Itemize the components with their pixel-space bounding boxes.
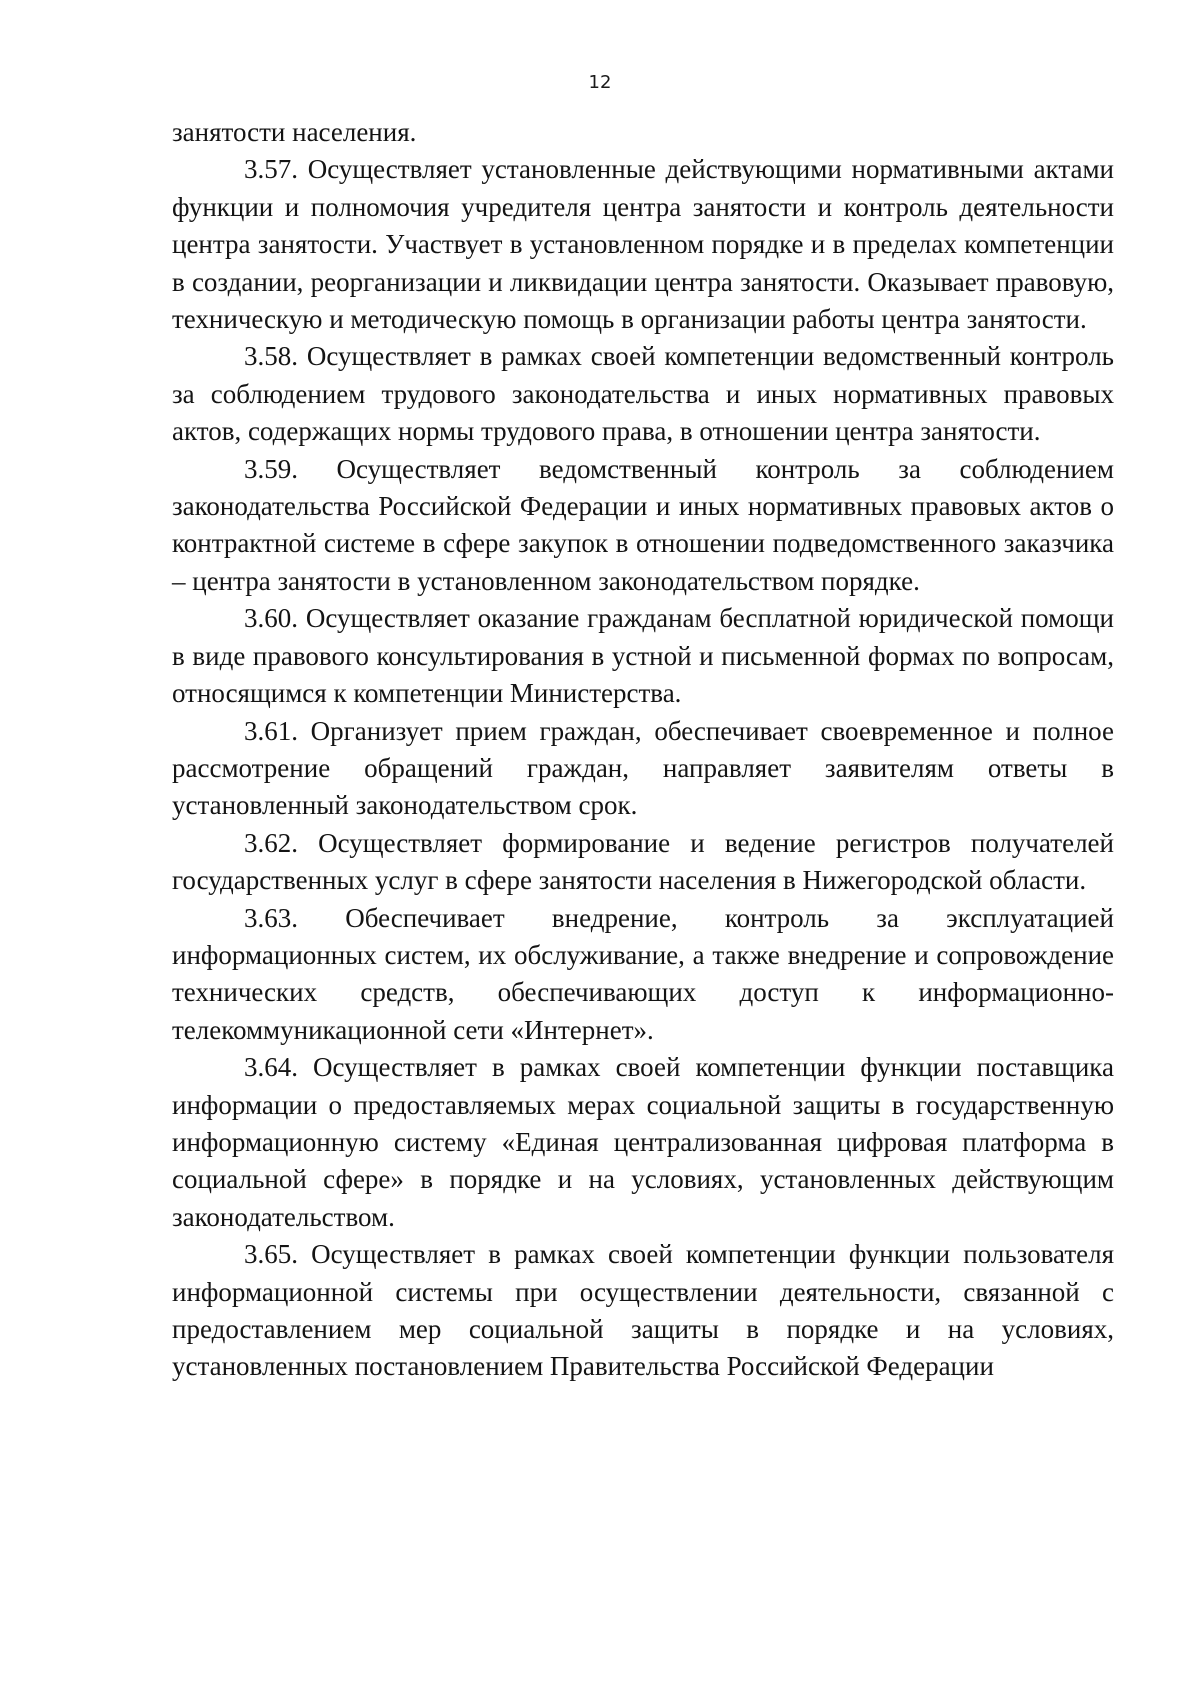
page-number: 12 xyxy=(588,72,612,93)
paragraph-3-58: 3.58. Осуществляет в рамках своей компетенции ведомственный контроль за соблюдением трудового законодательства и иных нормативных правовых актов, содержащих нормы трудового права, в отношении центра занятости. xyxy=(172,341,1114,447)
paragraph-3-64: 3.64. Осуществляет в рамках своей компетенции функции поставщика информации о предоставляемых мерах социальной защиты в государственную информационную систему «Единая централизованная цифровая платформа в социальной сфере» в порядке и на условиях, установленных действующим законодательством. xyxy=(172,1052,1114,1232)
paragraph-3-59: 3.59. Осуществляет ведомственный контроль за соблюдением законодательства Российской Федерации и иных нормативных правовых актов о контрактной системе в сфере закупок в отношении подведомственного заказчика – центра занятости в установленном законодательством порядке. xyxy=(172,453,1114,596)
paragraph-3-57: 3.57. Осуществляет установленные действующими нормативными актами функции и полномочия учредителя центра занятости и контроль деятельности центра занятости. Участвует в установленном порядке и в пределах компетенции в создании, реорганизации и ликвидации центра занятости. Оказывает правовую, техническую и методическую помощь в организации работы центра занятости. xyxy=(172,154,1114,335)
paragraph-3-61: 3.61. Организует прием граждан, обеспечивает своевременное и полное рассмотрение обращений граждан, направляет заявителям ответы в установленный законодательством срок. xyxy=(172,715,1114,821)
paragraph-3-63: 3.63. Обеспечивает внедрение, контроль за эксплуатацией информационных систем, их обслуживание, а также внедрение и сопровождение технических средств, обеспечивающих доступ к информационно-телекоммуникационной сети «Интернет». xyxy=(172,902,1114,1045)
paragraph-3-60: 3.60. Осуществляет оказание гражданам бесплатной юридической помощи в виде правового консультирования в устной и письменной формах по вопросам, относящимся к компетенции Министерства. xyxy=(172,603,1114,709)
document-body xyxy=(172,114,1114,1386)
paragraph-continuation: занятости населения. xyxy=(172,117,417,147)
paragraph-3-65: 3.65. Осуществляет в рамках своей компетенции функции пользователя информационной системы при осуществлении деятельности, связанной с предоставлением мер социальной защиты в порядке и на условиях, установленных постановлением Правительства Российской Федерации xyxy=(172,1239,1114,1382)
paragraph-3-62: 3.62. Осуществляет формирование и ведение регистров получателей государственных услуг в сфере занятости населения в Нижегородской области. xyxy=(172,827,1114,896)
